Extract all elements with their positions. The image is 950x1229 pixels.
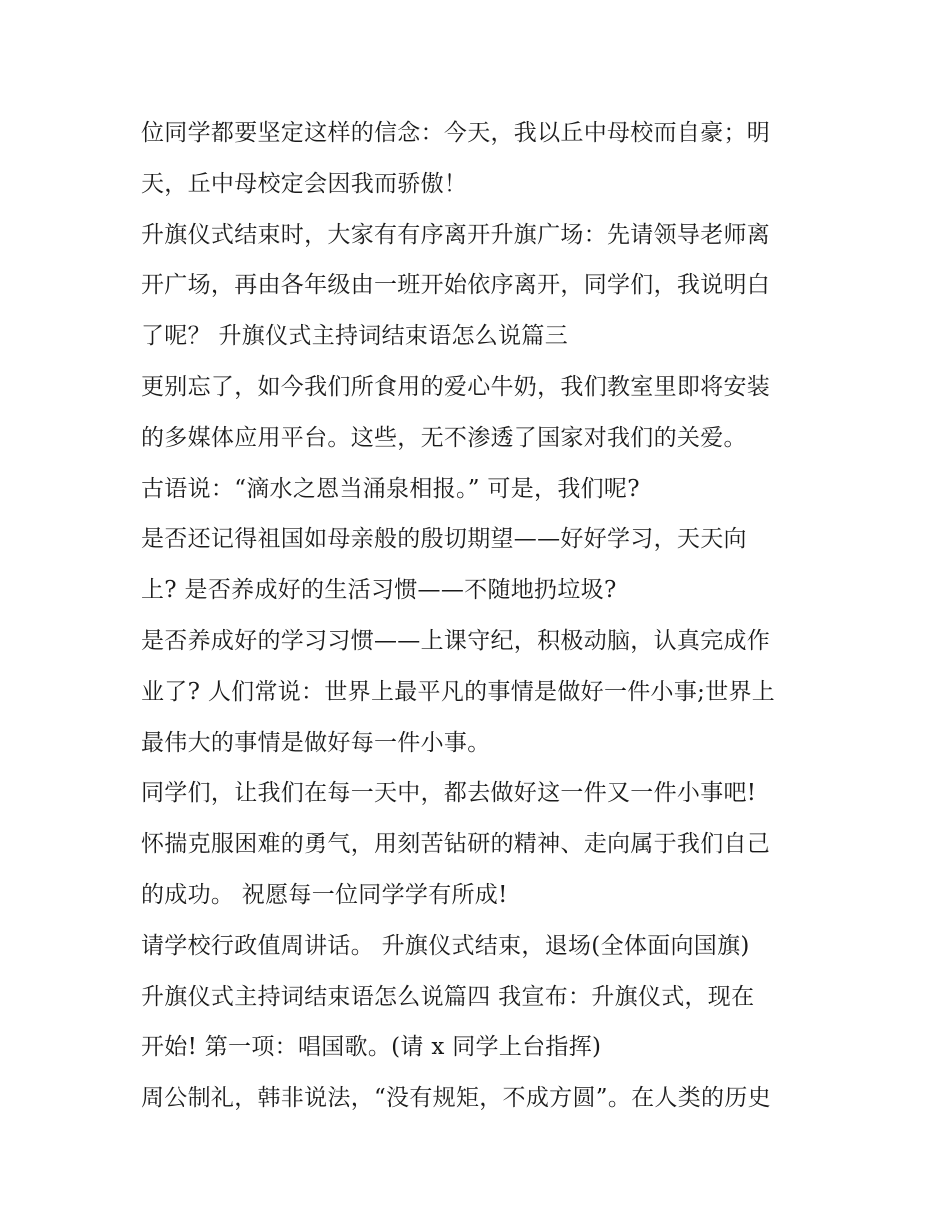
- text-line: 上? 是否养成好的生活习惯——不随地扔垃圾?: [141, 577, 617, 604]
- text-line: 同学们，让我们在每一天中，都去做好这一件又一件小事吧!: [141, 780, 757, 807]
- text-line: 周公制礼，韩非说法，“没有规矩，不成方圆”。在人类的历史: [141, 1085, 771, 1112]
- text-line: 升旗仪式主持词结束语怎么说篇四 我宣布：升旗仪式，现在: [141, 983, 755, 1010]
- text-line: 的多媒体应用平台。这些，无不渗透了国家对我们的关爱。: [141, 424, 747, 451]
- text-line: 古语说：“滴水之恩当涌泉相报。” 可是，我们呢?: [141, 475, 640, 502]
- text-line: 最伟大的事情是做好每一件小事。: [141, 729, 491, 756]
- text-line: 的成功。 祝愿每一位同学学有所成!: [141, 881, 508, 908]
- text-line: 开广场，再由各年级由一班开始依序离开，同学们，我说明白: [141, 272, 771, 299]
- text-line: 了呢？ 升旗仪式主持词结束语怎么说篇三: [141, 323, 569, 350]
- text-line: 是否还记得祖国如母亲般的殷切期望——好好学习，天天向: [141, 526, 747, 553]
- text-line: 升旗仪式结束时，大家有有序离开升旗广场：先请领导老师离: [141, 221, 771, 248]
- text-line: 更别忘了，如今我们所食用的爱心牛奶，我们教室里即将安装: [141, 373, 771, 400]
- text-line: 请学校行政值周讲话。 升旗仪式结束，退场(全体面向国旗): [141, 932, 750, 959]
- text-line: 天，丘中母校定会因我而骄傲！: [141, 170, 468, 197]
- text-line: 业了? 人们常说：世界上最平凡的事情是做好一件小事;世界上: [141, 678, 776, 705]
- text-line: 位同学都要坚定这样的信念：今天，我以丘中母校而自豪；明: [141, 120, 771, 146]
- document-body: [141, 108, 821, 1124]
- text-line: 怀揣克服困难的勇气，用刻苦钻研的精神、走向属于我们自己: [141, 831, 771, 858]
- text-line: 是否养成好的学习习惯——上课守纪，积极动脑，认真完成作: [141, 627, 771, 654]
- text-line: 开始! 第一项：唱国歌。(请 x 同学上台指挥): [141, 1034, 602, 1061]
